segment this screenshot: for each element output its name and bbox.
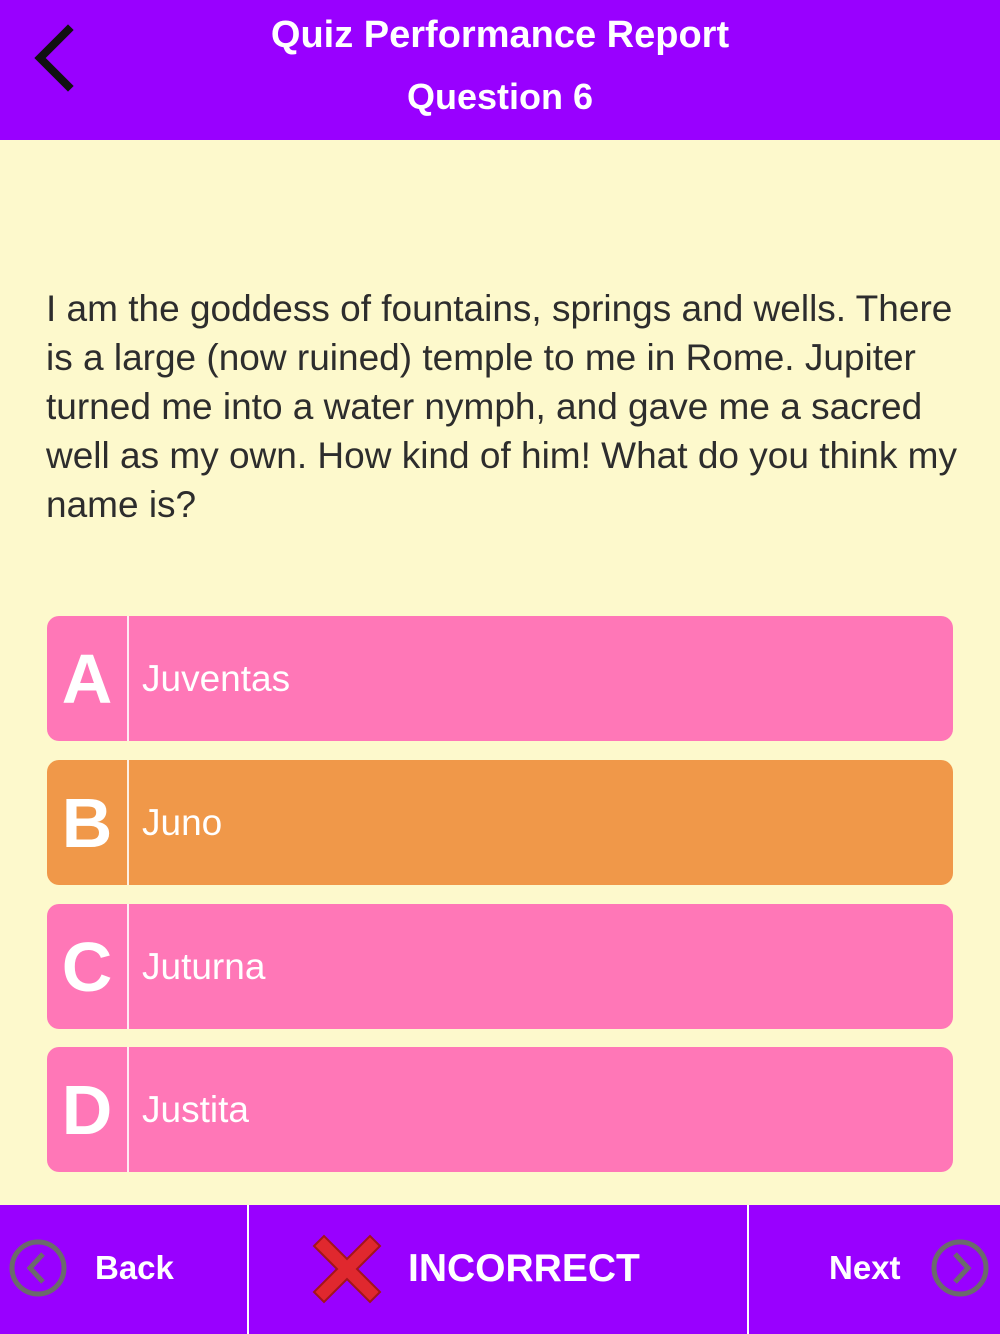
option-a[interactable] [47, 616, 953, 741]
option-d[interactable] [47, 1047, 953, 1172]
red-x-icon [308, 1230, 386, 1308]
option-text: Juturna [142, 945, 266, 987]
option-letter: B [47, 760, 129, 885]
next-label: Next [829, 1249, 901, 1286]
option-letter: A [47, 616, 129, 741]
next-button[interactable] [749, 1205, 1000, 1334]
option-text: Juno [142, 801, 223, 843]
header-bar [0, 0, 1000, 140]
result-label: INCORRECT [408, 1247, 640, 1290]
page-title: Quiz Performance Report [270, 14, 730, 56]
back-button[interactable] [0, 1205, 247, 1334]
option-c[interactable] [47, 904, 953, 1029]
result-indicator [249, 1205, 747, 1334]
option-b-selected[interactable] [47, 760, 953, 885]
circle-chevron-left-icon [8, 1238, 68, 1298]
option-letter: C [47, 904, 129, 1029]
circle-chevron-right-icon [930, 1238, 990, 1298]
option-text: Juventas [142, 657, 291, 699]
option-letter: D [47, 1047, 129, 1172]
option-text: Justita [142, 1088, 249, 1130]
question-text: I am the goddess of fountains, springs and wells. There is a large (now ruined) temple to me in Rome. Jupiter turned me into a water nymph, and gave me a sacred well as my own. How kind of him! What do you think my name is? [46, 288, 957, 525]
question-number: Question 6 [406, 76, 594, 117]
back-label: Back [95, 1249, 174, 1286]
footer-bar [0, 1205, 1000, 1334]
